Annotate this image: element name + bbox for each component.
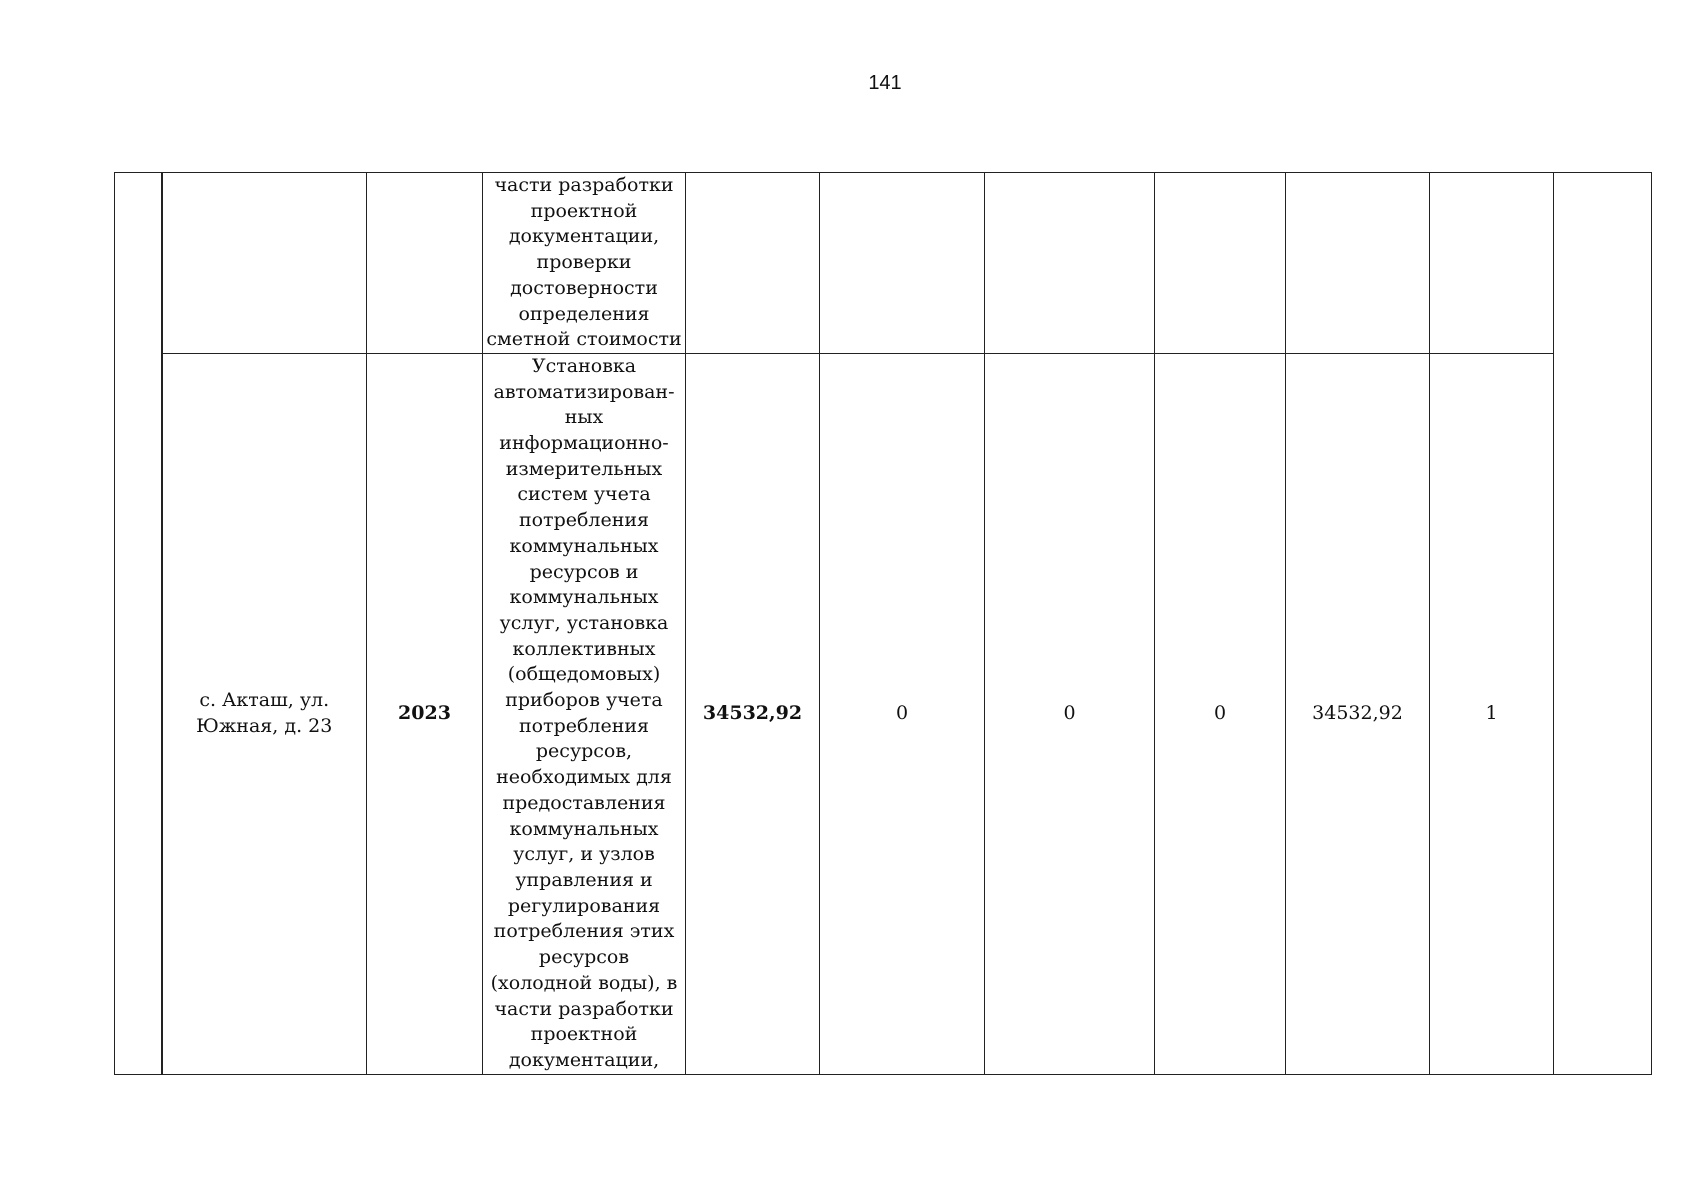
description-line: сметной стоимости — [486, 328, 682, 351]
address-cell: с. Акташ, ул. Южная, д. 23 — [162, 353, 367, 1074]
description-line: достоверности — [510, 276, 658, 299]
description-line: услуг, установка — [499, 611, 669, 634]
col9-cell-empty — [1430, 173, 1554, 354]
description-line: документации, — [508, 1048, 660, 1071]
description-line: части разработки — [494, 997, 674, 1020]
description-line: коллективных — [512, 637, 656, 660]
description-line: потребления этих — [493, 920, 675, 943]
address-cell-empty — [162, 173, 367, 354]
description-line: управления и — [515, 868, 653, 891]
row-number-cell — [115, 173, 162, 1075]
description-line: Установка — [531, 354, 637, 377]
description-line: проверки — [536, 251, 632, 274]
description-line: коммунальных — [509, 534, 659, 557]
description-line: систем учета — [517, 483, 651, 506]
description-line: необходимых для — [496, 766, 672, 789]
description-line: автоматизирован- — [493, 380, 675, 403]
description-line: коммунальных — [509, 817, 659, 840]
page-number: 141 — [868, 72, 902, 94]
description-line: информационно- — [499, 432, 669, 455]
description-line: документации, — [508, 225, 660, 248]
program-table — [114, 172, 1652, 1075]
description-line: определения — [518, 302, 650, 325]
col7-cell: 0 — [1155, 353, 1286, 1074]
description-line: проектной — [530, 1023, 638, 1046]
description-line: потребления — [518, 714, 650, 737]
description-line: потребления — [518, 509, 650, 532]
description-line: ресурсов, — [535, 740, 633, 763]
year-cell: 2023 — [367, 353, 483, 1074]
description-line: коммунальных — [509, 586, 659, 609]
description-line: предоставления — [502, 791, 666, 814]
description-line: ресурсов — [538, 946, 630, 969]
table-row-continuation — [115, 173, 1652, 354]
total-cell: 34532,92 — [686, 353, 820, 1074]
col8-cell: 34532,92 — [1286, 353, 1430, 1074]
description-line: (общедомовых) — [507, 663, 661, 686]
description-line: измерительных — [505, 457, 663, 480]
col5-cell-empty — [820, 173, 985, 354]
col7-cell-empty — [1155, 173, 1286, 354]
description-cell-continuation — [483, 173, 686, 354]
description-line: регулирования — [507, 894, 661, 917]
description-line: ресурсов и — [529, 560, 639, 583]
col9-cell: 1 — [1430, 353, 1554, 1074]
col6-cell: 0 — [985, 353, 1155, 1074]
table-row — [115, 353, 1652, 1074]
year-cell-empty — [367, 173, 483, 354]
col5-cell: 0 — [820, 353, 985, 1074]
description-line: части разработки — [494, 174, 674, 196]
last-column-cell — [1554, 173, 1652, 1075]
description-line: приборов учета — [505, 689, 663, 712]
col8-cell-empty — [1286, 173, 1430, 354]
description-line: (холодной воды), в — [490, 971, 678, 994]
description-line: ных — [564, 406, 604, 429]
total-cell-empty — [686, 173, 820, 354]
col6-cell-empty — [985, 173, 1155, 354]
description-line: проектной — [530, 199, 638, 222]
description-line: услуг, и узлов — [513, 843, 655, 866]
description-cell — [483, 353, 686, 1074]
